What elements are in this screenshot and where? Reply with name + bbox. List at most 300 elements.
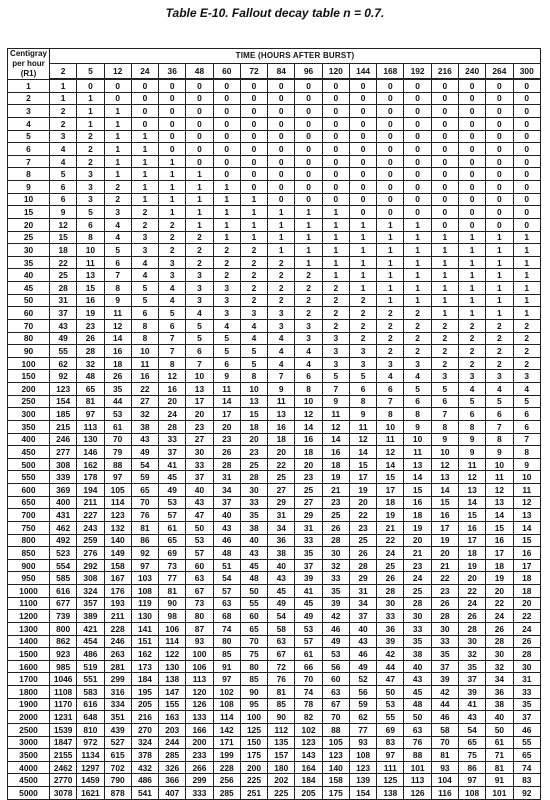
value-cell: 0	[458, 80, 485, 93]
value-cell: 1	[322, 244, 349, 257]
hour-header-cell: 216	[431, 63, 458, 78]
value-cell: 421	[77, 622, 104, 635]
dose-rate-cell: 550	[8, 471, 50, 484]
value-cell: 154	[50, 395, 77, 408]
value-cell: 105	[104, 484, 131, 497]
hour-header-cell: 60	[213, 63, 240, 78]
value-cell: 19	[431, 534, 458, 547]
value-cell: 4	[50, 155, 77, 168]
value-cell: 36	[377, 622, 404, 635]
value-cell: 147	[159, 686, 186, 699]
value-cell: 1	[349, 231, 376, 244]
value-cell: 31	[213, 471, 240, 484]
table-row	[8, 585, 541, 598]
value-cell: 1	[377, 269, 404, 282]
value-cell: 93	[186, 635, 213, 648]
table-row	[8, 686, 541, 699]
value-cell: 37	[349, 610, 376, 623]
value-cell: 13	[431, 471, 458, 484]
dose-rate-cell: 30	[8, 244, 50, 257]
value-cell: 81	[77, 395, 104, 408]
value-cell: 16	[458, 521, 485, 534]
value-cell: 1	[77, 92, 104, 105]
value-cell: 45	[404, 686, 431, 699]
value-cell: 0	[513, 130, 540, 143]
value-cell: 1	[131, 130, 158, 143]
value-cell: 4	[104, 218, 131, 231]
value-cell: 0	[458, 117, 485, 130]
value-cell: 114	[159, 635, 186, 648]
table-row	[8, 698, 541, 711]
value-cell: 5	[131, 282, 158, 295]
dose-rate-cell: 800	[8, 534, 50, 547]
value-cell: 15	[377, 471, 404, 484]
value-cell: 2	[104, 193, 131, 206]
value-cell: 2	[458, 319, 485, 332]
value-cell: 0	[486, 117, 513, 130]
value-cell: 32	[77, 357, 104, 370]
value-cell: 17	[486, 547, 513, 560]
value-cell: 5	[159, 307, 186, 320]
value-cell: 4	[458, 383, 485, 396]
value-cell: 2	[513, 332, 540, 345]
value-cell: 49	[268, 597, 295, 610]
value-cell: 43	[213, 521, 240, 534]
value-cell: 35	[513, 698, 540, 711]
value-cell: 12	[458, 471, 485, 484]
table-row	[8, 130, 541, 143]
dose-rate-cell: 850	[8, 547, 50, 560]
value-cell: 6	[159, 319, 186, 332]
value-cell: 0	[431, 80, 458, 93]
value-cell: 1	[377, 256, 404, 269]
value-cell: 0	[295, 80, 322, 93]
value-cell: 1	[377, 231, 404, 244]
value-cell: 22	[377, 534, 404, 547]
value-cell: 2	[213, 269, 240, 282]
value-cell: 20	[349, 496, 376, 509]
value-cell: 22	[131, 383, 158, 396]
value-cell: 40	[268, 559, 295, 572]
value-cell: 1	[458, 244, 485, 257]
value-cell: 70	[295, 673, 322, 686]
value-cell: 6	[486, 408, 513, 421]
value-cell: 0	[295, 92, 322, 105]
hour-header-cell: 12	[104, 63, 131, 78]
value-cell: 0	[104, 80, 131, 93]
value-cell: 31	[513, 673, 540, 686]
hour-header-cell: 36	[159, 63, 186, 78]
value-cell: 19	[404, 521, 431, 534]
value-cell: 4	[131, 256, 158, 269]
table-row	[8, 723, 541, 736]
value-cell: 2155	[50, 749, 77, 762]
value-cell: 18	[404, 509, 431, 522]
value-cell: 28	[513, 648, 540, 661]
value-cell: 23	[295, 471, 322, 484]
value-cell: 1	[295, 231, 322, 244]
value-cell: 1	[159, 193, 186, 206]
value-cell: 113	[77, 420, 104, 433]
table-row	[8, 256, 541, 269]
value-cell: 3	[240, 307, 267, 320]
value-cell: 5	[458, 395, 485, 408]
value-cell: 6	[50, 181, 77, 194]
value-cell: 431	[50, 509, 77, 522]
value-cell: 37	[159, 446, 186, 459]
value-cell: 11	[377, 433, 404, 446]
value-cell: 7	[486, 420, 513, 433]
value-cell: 18	[513, 585, 540, 598]
value-cell: 0	[377, 168, 404, 181]
value-cell: 80	[213, 635, 240, 648]
value-cell: 43	[268, 572, 295, 585]
table-row	[8, 105, 541, 118]
value-cell: 6	[104, 256, 131, 269]
hour-header-cell: 2	[50, 63, 77, 78]
value-cell: 0	[513, 155, 540, 168]
value-cell: 43	[404, 673, 431, 686]
value-cell: 0	[213, 155, 240, 168]
value-cell: 227	[77, 509, 104, 522]
value-cell: 18	[295, 446, 322, 459]
value-cell: 11	[131, 357, 158, 370]
value-cell: 97	[213, 673, 240, 686]
value-cell: 58	[268, 622, 295, 635]
dose-rate-cell: 1100	[8, 597, 50, 610]
value-cell: 28	[50, 282, 77, 295]
value-cell: 1	[159, 181, 186, 194]
value-cell: 3	[159, 256, 186, 269]
dose-rate-cell: 1700	[8, 673, 50, 686]
value-cell: 12	[159, 370, 186, 383]
value-cell: 1	[268, 218, 295, 231]
value-cell: 0	[431, 105, 458, 118]
value-cell: 0	[213, 130, 240, 143]
value-cell: 100	[240, 711, 267, 724]
value-cell: 30	[404, 610, 431, 623]
value-cell: 9	[431, 433, 458, 446]
dose-rate-cell: 1	[8, 80, 50, 93]
value-cell: 0	[322, 143, 349, 156]
value-cell: 11	[458, 458, 485, 471]
value-cell: 23	[431, 585, 458, 598]
value-cell: 123	[349, 761, 376, 774]
value-cell: 140	[104, 534, 131, 547]
value-cell: 20	[159, 395, 186, 408]
value-cell: 7	[186, 357, 213, 370]
value-cell: 554	[50, 559, 77, 572]
value-cell: 2	[404, 319, 431, 332]
value-cell: 48	[240, 572, 267, 585]
value-cell: 63	[213, 597, 240, 610]
value-cell: 28	[240, 471, 267, 484]
value-cell: 65	[77, 383, 104, 396]
value-cell: 0	[486, 168, 513, 181]
value-cell: 9	[458, 446, 485, 459]
value-cell: 108	[458, 787, 485, 800]
value-cell: 125	[240, 723, 267, 736]
table-row	[8, 307, 541, 320]
value-cell: 2	[268, 294, 295, 307]
value-cell: 33	[186, 458, 213, 471]
value-cell: 3	[186, 282, 213, 295]
value-cell: 20	[295, 458, 322, 471]
value-cell: 0	[295, 105, 322, 118]
value-cell: 339	[50, 471, 77, 484]
value-cell: 292	[77, 559, 104, 572]
value-cell: 0	[268, 130, 295, 143]
value-cell: 2	[295, 307, 322, 320]
value-cell: 93	[431, 761, 458, 774]
value-cell: 81	[486, 761, 513, 774]
value-cell: 33	[513, 686, 540, 699]
value-cell: 92	[50, 370, 77, 383]
value-cell: 19	[322, 471, 349, 484]
value-cell: 60	[240, 610, 267, 623]
value-cell: 15	[50, 231, 77, 244]
value-cell: 1	[131, 143, 158, 156]
table-row	[8, 294, 541, 307]
table-row	[8, 559, 541, 572]
dose-rate-cell: 2	[8, 92, 50, 105]
value-cell: 57	[186, 547, 213, 560]
value-cell: 17	[513, 559, 540, 572]
value-cell: 1	[322, 206, 349, 219]
value-cell: 67	[322, 698, 349, 711]
value-cell: 16	[131, 370, 158, 383]
value-cell: 228	[213, 761, 240, 774]
value-cell: 38	[131, 420, 158, 433]
value-cell: 0	[268, 92, 295, 105]
table-row	[8, 749, 541, 762]
value-cell: 3	[377, 357, 404, 370]
value-cell: 1134	[77, 749, 104, 762]
value-cell: 12	[104, 319, 131, 332]
value-cell: 2	[486, 357, 513, 370]
value-cell: 1	[404, 269, 431, 282]
value-cell: 0	[349, 92, 376, 105]
value-cell: 407	[159, 787, 186, 800]
value-cell: 0	[322, 92, 349, 105]
value-cell: 26	[213, 446, 240, 459]
value-cell: 10	[377, 420, 404, 433]
value-cell: 0	[295, 168, 322, 181]
value-cell: 113	[186, 673, 213, 686]
value-cell: 0	[104, 92, 131, 105]
value-cell: 18	[486, 559, 513, 572]
value-cell: 790	[104, 774, 131, 787]
value-cell: 334	[104, 698, 131, 711]
dose-rate-cell: 1300	[8, 622, 50, 635]
value-cell: 0	[268, 143, 295, 156]
value-cell: 70	[240, 635, 267, 648]
value-cell: 1	[104, 117, 131, 130]
value-cell: 0	[513, 218, 540, 231]
value-cell: 205	[131, 698, 158, 711]
value-cell: 7	[431, 408, 458, 421]
value-cell: 0	[295, 130, 322, 143]
value-cell: 2	[240, 244, 267, 257]
value-cell: 2	[131, 206, 158, 219]
corner-line-1: Centigray	[10, 49, 47, 58]
dose-rate-cell: 3	[8, 105, 50, 118]
value-cell: 1	[240, 231, 267, 244]
value-cell: 7	[268, 370, 295, 383]
value-cell: 5	[50, 168, 77, 181]
value-cell: 1	[77, 105, 104, 118]
value-cell: 0	[186, 155, 213, 168]
table-row	[8, 357, 541, 370]
table-row	[8, 181, 541, 194]
value-cell: 0	[431, 181, 458, 194]
value-cell: 18	[513, 572, 540, 585]
value-cell: 108	[131, 585, 158, 598]
value-cell: 9	[104, 294, 131, 307]
value-cell: 6	[458, 408, 485, 421]
value-cell: 11	[486, 471, 513, 484]
value-cell: 6	[513, 408, 540, 421]
value-cell: 2	[322, 282, 349, 295]
value-cell: 33	[377, 610, 404, 623]
value-cell: 0	[513, 143, 540, 156]
value-cell: 54	[213, 572, 240, 585]
value-cell: 30	[431, 622, 458, 635]
table-row	[8, 269, 541, 282]
value-cell: 26	[377, 572, 404, 585]
dose-rate-cell: 2000	[8, 711, 50, 724]
value-cell: 351	[104, 711, 131, 724]
value-cell: 47	[186, 509, 213, 522]
value-cell: 8	[404, 408, 431, 421]
value-cell: 90	[240, 686, 267, 699]
value-cell: 22	[268, 458, 295, 471]
value-cell: 52	[349, 673, 376, 686]
value-cell: 57	[213, 585, 240, 598]
value-cell: 30	[377, 597, 404, 610]
value-cell: 26	[104, 370, 131, 383]
dose-rate-cell: 1600	[8, 660, 50, 673]
value-cell: 141	[131, 622, 158, 635]
corner-line-2: per hour	[12, 59, 45, 68]
value-cell: 0	[404, 105, 431, 118]
value-cell: 0	[349, 117, 376, 130]
value-cell: 2	[159, 244, 186, 257]
value-cell: 0	[404, 181, 431, 194]
value-cell: 12	[349, 433, 376, 446]
value-cell: 1	[458, 282, 485, 295]
value-cell: 28	[322, 534, 349, 547]
value-cell: 0	[404, 168, 431, 181]
value-cell: 203	[159, 723, 186, 736]
value-cell: 40	[240, 534, 267, 547]
table-title: Table E-10. Fallout decay table n = 0.7.	[165, 6, 385, 20]
hour-header-cell: 24	[131, 63, 158, 78]
value-cell: 28	[377, 585, 404, 598]
value-cell: 0	[349, 181, 376, 194]
value-cell: 2	[186, 231, 213, 244]
value-cell: 1	[186, 181, 213, 194]
value-cell: 150	[240, 736, 267, 749]
value-cell: 102	[213, 686, 240, 699]
value-cell: 3	[322, 345, 349, 358]
value-cell: 0	[513, 80, 540, 93]
value-cell: 2	[349, 319, 376, 332]
value-cell: 35	[295, 547, 322, 560]
value-cell: 178	[77, 471, 104, 484]
value-cell: 1	[268, 206, 295, 219]
value-cell: 97	[104, 471, 131, 484]
value-cell: 2	[268, 269, 295, 282]
table-row	[8, 193, 541, 206]
value-cell: 0	[513, 168, 540, 181]
value-cell: 69	[159, 547, 186, 560]
value-cell: 50	[486, 723, 513, 736]
value-cell: 1	[349, 256, 376, 269]
value-cell: 37	[431, 660, 458, 673]
value-cell: 3	[431, 370, 458, 383]
table-row	[8, 433, 541, 446]
value-cell: 378	[131, 749, 158, 762]
value-cell: 2	[431, 332, 458, 345]
value-cell: 648	[77, 711, 104, 724]
value-cell: 45	[159, 471, 186, 484]
value-cell: 5	[240, 345, 267, 358]
value-cell: 13	[486, 496, 513, 509]
table-row	[8, 446, 541, 459]
hour-header-cell: 84	[268, 63, 295, 78]
value-cell: 1	[50, 80, 77, 93]
value-cell: 1	[486, 269, 513, 282]
value-cell: 30	[186, 446, 213, 459]
value-cell: 1	[486, 231, 513, 244]
value-cell: 1	[131, 168, 158, 181]
value-cell: 97	[458, 774, 485, 787]
dose-rate-cell: 750	[8, 521, 50, 534]
value-cell: 22	[349, 509, 376, 522]
dose-rate-cell: 600	[8, 484, 50, 497]
dose-rate-cell: 80	[8, 332, 50, 345]
value-cell: 65	[159, 534, 186, 547]
value-cell: 0	[240, 143, 267, 156]
value-cell: 45	[268, 585, 295, 598]
value-cell: 85	[213, 648, 240, 661]
value-cell: 15	[431, 496, 458, 509]
value-cell: 3	[349, 345, 376, 358]
value-cell: 0	[240, 105, 267, 118]
value-cell: 19	[349, 484, 376, 497]
value-cell: 8	[240, 370, 267, 383]
value-cell: 0	[458, 181, 485, 194]
value-cell: 11	[322, 408, 349, 421]
table-row	[8, 370, 541, 383]
value-cell: 70	[322, 711, 349, 724]
value-cell: 126	[186, 698, 213, 711]
value-cell: 0	[458, 206, 485, 219]
value-cell: 37	[50, 307, 77, 320]
value-cell: 108	[213, 698, 240, 711]
value-cell: 158	[104, 559, 131, 572]
value-cell: 985	[50, 660, 77, 673]
value-cell: 114	[213, 711, 240, 724]
value-cell: 2	[349, 332, 376, 345]
value-cell: 85	[268, 698, 295, 711]
dose-rate-cell: 90	[8, 345, 50, 358]
value-cell: 40	[213, 509, 240, 522]
value-cell: 18	[458, 547, 485, 560]
value-cell: 34	[213, 484, 240, 497]
value-cell: 46	[349, 648, 376, 661]
